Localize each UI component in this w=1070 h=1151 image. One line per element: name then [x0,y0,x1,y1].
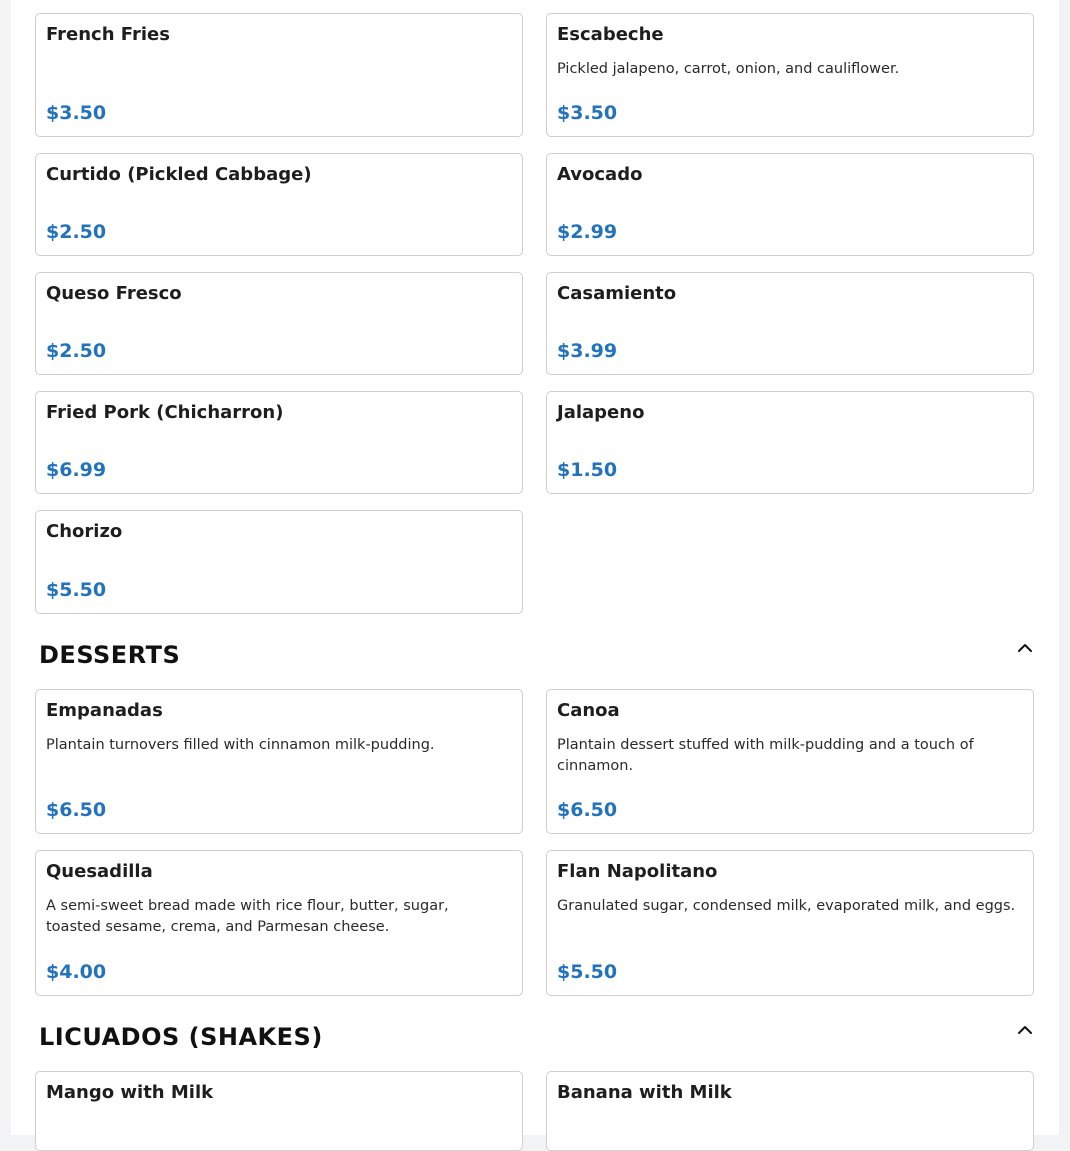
item-price: $3.50 [46,102,107,124]
item-name: Empanadas [46,700,163,721]
item-name: Mango with Milk [46,1082,214,1103]
item-name: French Fries [46,24,170,45]
section-title-desserts: DESSERTS [39,641,181,669]
item-price: $4.00 [46,961,107,983]
item-name: Flan Napolitano [557,861,718,882]
item-name: Casamiento [557,283,677,304]
item-price: $6.50 [46,799,107,821]
item-price: $3.99 [557,340,618,362]
menu-item-card[interactable] [35,510,523,614]
menu-item-card[interactable] [546,689,1034,834]
item-price: $5.50 [557,961,618,983]
item-name: Chorizo [46,521,123,542]
menu-item-card[interactable] [35,153,523,256]
menu-item-card[interactable] [546,391,1034,494]
item-name: Canoa [557,700,620,721]
menu-item-card[interactable] [35,850,523,996]
item-price: $2.99 [557,221,618,243]
menu-item-card[interactable] [35,391,523,494]
item-name: Escabeche [557,24,664,45]
item-name: Jalapeno [557,402,645,423]
item-price: $5.50 [46,579,107,601]
item-description: A semi-sweet bread made with rice flour, butter, sugar, toasted sesame, crema, and Parmesan cheese. [46,898,449,935]
item-name: Banana with Milk [557,1082,732,1103]
item-price: $3.50 [557,102,618,124]
menu-item-card[interactable] [35,272,523,375]
item-name: Fried Pork (Chicharron) [46,402,284,423]
item-description: Plantain turnovers filled with cinnamon milk-pudding. [46,737,435,753]
item-description: Pickled jalapeno, carrot, onion, and cauliflower. [557,61,900,77]
menu-item-card[interactable] [546,1071,1034,1151]
item-description: Plantain dessert stuffed with milk-pudding and a touch of cinnamon. [557,737,974,774]
item-name: Queso Fresco [46,283,182,304]
menu-item-card[interactable] [35,689,523,834]
item-name: Quesadilla [46,861,153,882]
chevron-up-icon[interactable] [1016,1021,1034,1039]
menu-item-card[interactable] [546,850,1034,996]
item-price: $6.50 [557,799,618,821]
menu-item-card[interactable] [546,13,1034,137]
item-price: $1.50 [557,459,618,481]
menu-item-card[interactable] [546,153,1034,256]
section-title-shakes: LICUADOS (SHAKES) [39,1023,323,1051]
item-description: Granulated sugar, condensed milk, evaporated milk, and eggs. [557,898,1016,914]
chevron-up-icon[interactable] [1016,639,1034,657]
item-name: Avocado [557,164,643,185]
item-price: $2.50 [46,221,107,243]
menu-item-card[interactable] [35,13,523,137]
item-name: Curtido (Pickled Cabbage) [46,164,312,185]
item-price: $6.99 [46,459,107,481]
menu-item-card[interactable] [35,1071,523,1151]
item-price: $2.50 [46,340,107,362]
menu-page [11,0,1059,1135]
menu-item-card[interactable] [546,272,1034,375]
